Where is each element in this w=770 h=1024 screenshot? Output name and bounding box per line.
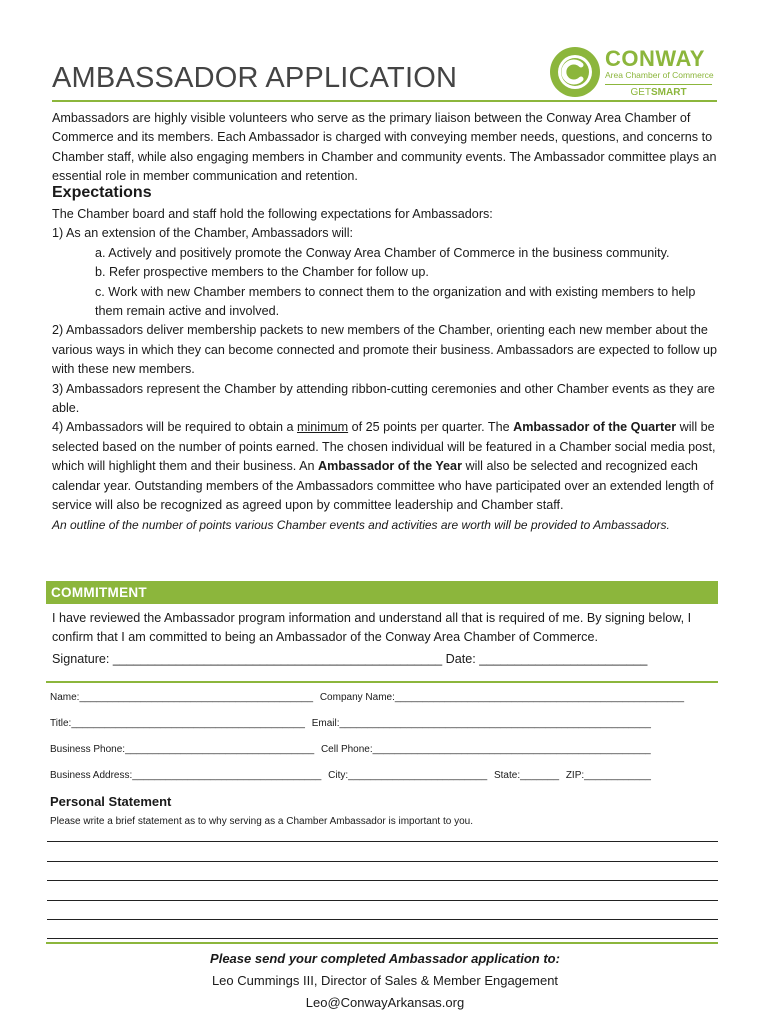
email-field[interactable]: ________________________________________________________ xyxy=(339,718,651,729)
expectations-lead: The Chamber board and staff hold the following expectations for Ambassadors: xyxy=(52,207,493,221)
title-field[interactable]: __________________________________________ xyxy=(71,718,305,729)
name-field[interactable]: __________________________________________ xyxy=(79,692,314,703)
city-field[interactable]: _________________________ xyxy=(348,770,488,781)
logo-name: CONWAY xyxy=(605,46,705,71)
logo-wordmark xyxy=(605,48,714,99)
statement-line[interactable] xyxy=(47,841,718,842)
expectation-item-3: 3) Ambassadors represent the Chamber by attending ribbon-cutting ceremonies and other Chamber events as they are able. xyxy=(52,381,715,416)
signature-field[interactable]: _______________________________________________ xyxy=(112,652,443,666)
cell-phone-field[interactable]: __________________________________________________ xyxy=(372,744,651,755)
points-note: An outline of the number of points various Chamber events and activities are worth will be provided to Ambassadors. xyxy=(52,517,670,532)
title-email-row xyxy=(50,718,651,729)
footer-divider xyxy=(46,942,718,944)
item4-text-3: will be selected based on the number of points earned. The chosen individual will be featured in a Chamber social media post, which will highlight them and their business. An xyxy=(52,420,716,474)
logo-tagline xyxy=(605,87,712,99)
header-divider xyxy=(52,100,717,102)
intro-paragraph: Ambassadors are highly visible volunteers who serve as the primary liaison between the Conway Area Chamber of Commerce and its members. Each Ambassador is charged with conveying member needs, questions, and concerns to Chamber staff, while also engaging members in Chamber and community events. The Ambassador committee plays an essential role in member communication and retention. xyxy=(52,111,717,184)
title-label: Title: xyxy=(50,718,72,729)
date-label: Date: xyxy=(445,652,476,666)
company-label: Company Name: xyxy=(319,692,395,703)
city-label: City: xyxy=(328,770,349,781)
commitment-heading: COMMITMENT xyxy=(46,581,718,604)
personal-statement-heading: Personal Statement xyxy=(50,794,172,809)
signature-label: Signature: xyxy=(52,652,110,666)
company-field[interactable]: ____________________________________________________ xyxy=(394,692,685,703)
contact-email[interactable]: Leo@ConwayArkansas.org xyxy=(305,995,465,1010)
signature-divider xyxy=(46,681,718,683)
email-label: Email: xyxy=(311,718,340,729)
personal-statement-description: Please write a brief statement as to why serving as a Chamber Ambassador is important to you. xyxy=(50,816,473,827)
expectation-item-4 xyxy=(52,418,722,515)
business-address-label: Business Address: xyxy=(50,770,133,781)
name-company-row xyxy=(50,692,684,703)
logo-divider xyxy=(605,84,712,85)
expectation-item-1: 1) As an extension of the Chamber, Ambassadors will: xyxy=(52,226,354,241)
expectation-item-2: 2) Ambassadors deliver membership packets to new members of the Chamber, orienting each new member about the various ways in which they can become connected and promote their business. Ambassadors are expected to follow up with these new members. xyxy=(52,323,718,377)
ambassador-of-year: Ambassador of the Year xyxy=(318,459,462,474)
send-to-heading: Please send your completed Ambassador application to: xyxy=(210,951,560,966)
statement-line[interactable] xyxy=(47,900,718,901)
zip-field[interactable]: ____________ xyxy=(584,770,651,781)
zip-label: ZIP: xyxy=(565,770,585,781)
logo-subtitle: Area Chamber of Commerce xyxy=(605,70,714,80)
signature-row xyxy=(52,652,647,666)
state-field[interactable]: _______ xyxy=(520,770,560,781)
date-field[interactable]: ________________________ xyxy=(479,652,648,666)
business-phone-label: Business Phone: xyxy=(50,744,126,755)
expectation-sub-a: a. Actively and positively promote the Conway Area Chamber of Commerce in the business community. xyxy=(95,245,670,260)
item4-minimum: minimum xyxy=(297,420,349,435)
business-address-field[interactable]: __________________________________ xyxy=(132,770,322,781)
contact-name: Leo Cummings III, Director of Sales & Member Engagement xyxy=(211,973,559,988)
name-label: Name: xyxy=(50,692,80,703)
state-label: State: xyxy=(493,770,521,781)
item4-text-1: 4) Ambassadors will be required to obtain a xyxy=(52,420,298,435)
statement-line[interactable] xyxy=(47,861,718,862)
cell-phone-label: Cell Phone: xyxy=(320,744,373,755)
statement-line[interactable] xyxy=(47,919,718,920)
statement-line[interactable] xyxy=(47,880,718,881)
item4-text-4: will also be selected and recognized each calendar year. Outstanding members of the Ambassadors committee who have participated over an extended length of service will also be recognized as agreed upon by committee leadership and Chamber staff. xyxy=(52,459,714,513)
page-title: AMBASSADOR APPLICATION xyxy=(52,62,458,94)
ambassador-of-quarter: Ambassador of the Quarter xyxy=(513,420,677,435)
logo-tagline-get: GET xyxy=(630,87,651,98)
logo-tagline-smart: SMART xyxy=(651,87,687,98)
statement-line[interactable] xyxy=(47,938,718,939)
phone-row xyxy=(50,744,651,755)
expectation-sub-c: c. Work with new Chamber members to connect them to the organization and with existing members to help them remain active and involved. xyxy=(95,284,696,319)
expectations-heading: Expectations xyxy=(52,184,152,201)
commitment-text: I have reviewed the Ambassador program information and understand all that is required of me. By signing below, I confirm that I am committed to being an Ambassador of the Conway Area Chamber of Commerce. xyxy=(52,611,692,645)
item4-text-2: of 25 points per quarter. The xyxy=(348,420,514,435)
expectation-sub-b: b. Refer prospective members to the Chamber for follow up. xyxy=(95,265,429,280)
business-phone-field[interactable]: __________________________________ xyxy=(125,744,315,755)
expectations-body xyxy=(52,205,722,535)
address-row xyxy=(50,770,651,781)
